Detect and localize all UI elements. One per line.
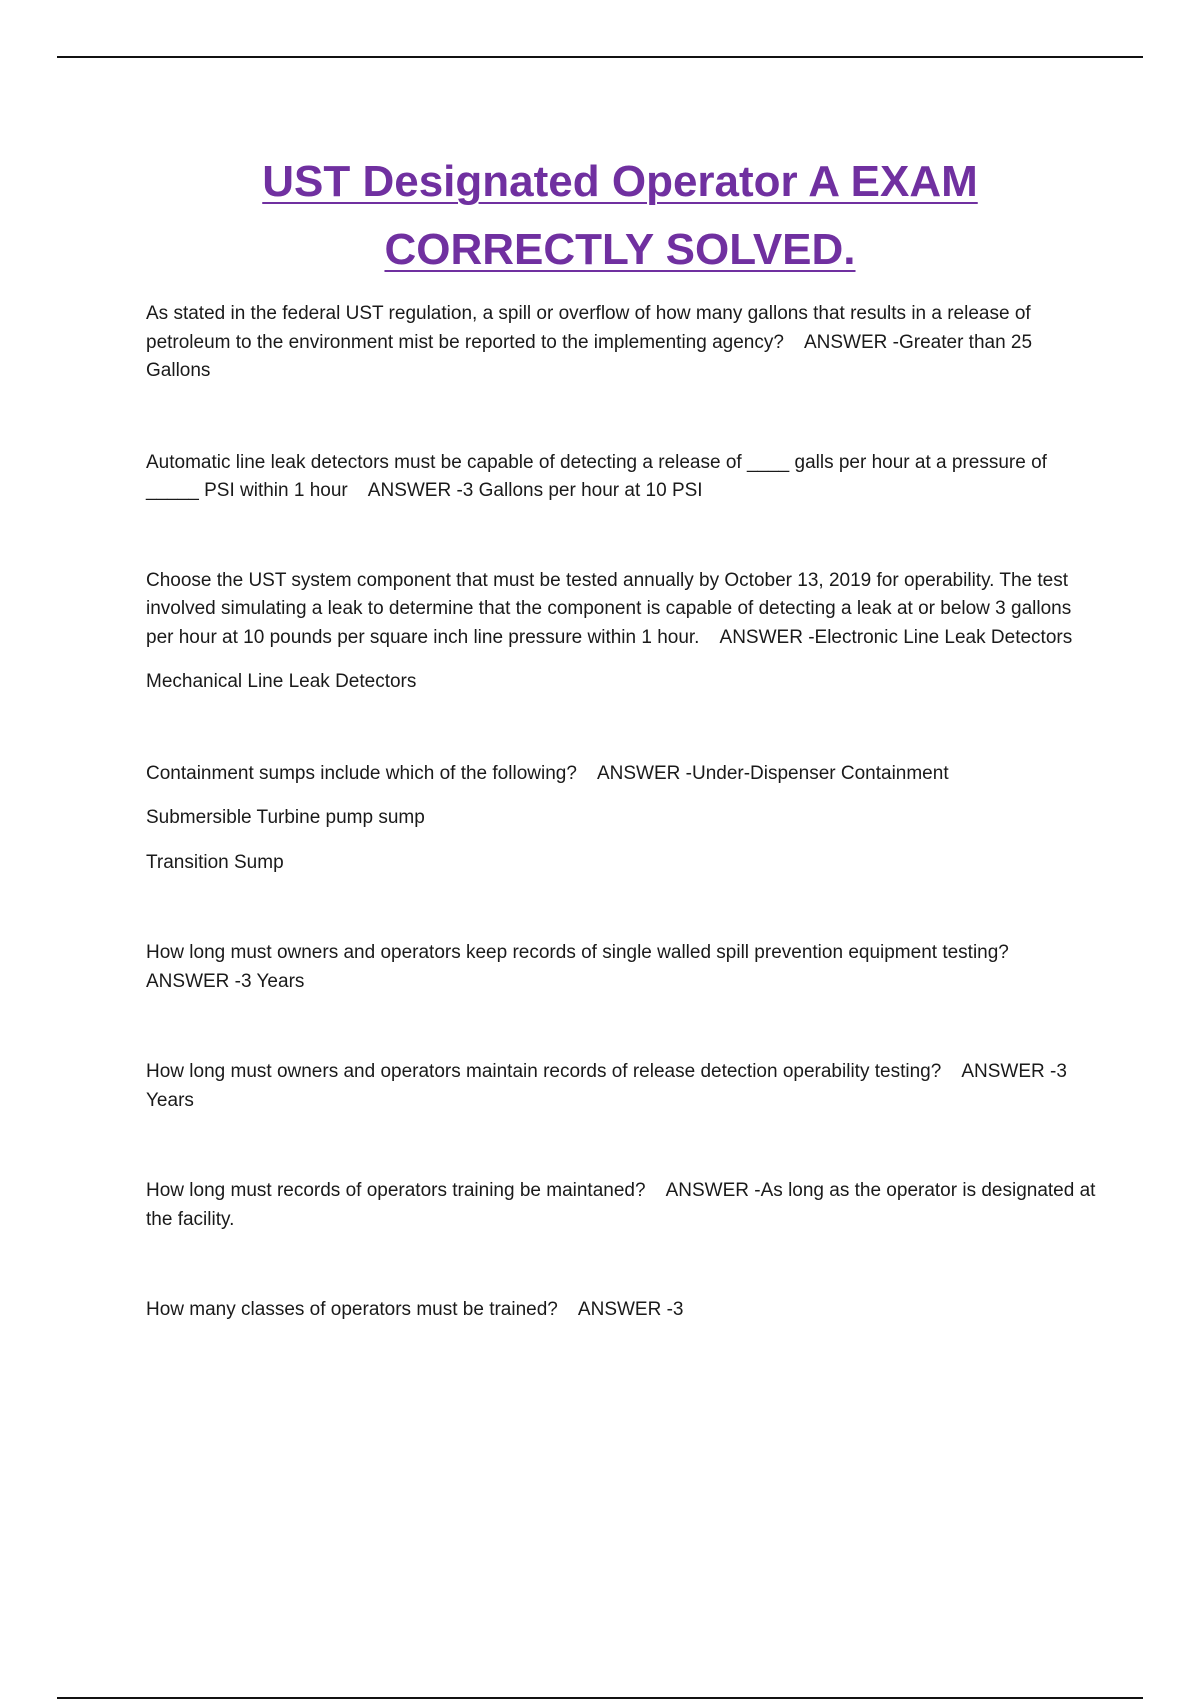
qa-item-8 [146, 1296, 1096, 1325]
title-line-1: UST Designated Operator A EXAM [262, 157, 978, 206]
qa-text: How long must owners and operators maintain records of release detection operability testing? ANSWER -3 Years [146, 1061, 1067, 1111]
qa-text: Containment sumps include which of the following? ANSWER -Under-Dispenser Containment [146, 762, 949, 784]
qa-item-6 [146, 1058, 1096, 1115]
header-rule [57, 56, 1143, 58]
qa-extra-answer: Submersible Turbine pump sump [146, 807, 425, 828]
qa-text: As stated in the federal UST regulation, a spill or overflow of how many gallons that results in a release of petroleum to the environment mist be reported to the implementing agency? ANSWER -Greater than 25 Gallons [146, 303, 1033, 381]
footer-rule [57, 1697, 1143, 1699]
document-title [140, 148, 1100, 284]
qa-item-7 [146, 1177, 1096, 1234]
qa-item-4 [146, 760, 1096, 878]
qa-item-3 [146, 567, 1096, 697]
qa-text: How long must owners and operators keep records of single walled spill prevention equipment testing? ANSWER -3 Years [146, 942, 1025, 992]
title-line-2: CORRECTLY SOLVED. [384, 225, 856, 274]
qa-item-5 [146, 939, 1096, 996]
qa-item-1 [146, 300, 1096, 386]
qa-text: How many classes of operators must be trained? ANSWER -3 [146, 1299, 684, 1320]
qa-extra-answer: Mechanical Line Leak Detectors [146, 671, 417, 692]
qa-text: Automatic line leak detectors must be capable of detecting a release of ____ galls per hour at a pressure of _____ PSI within 1 hour ANSWER -3 Gallons per hour at 10 PSI [146, 451, 1047, 501]
qa-list [146, 300, 1096, 1325]
qa-text: How long must records of operators training be maintaned? ANSWER -As long as the operator is designated at the facility. [146, 1180, 1096, 1230]
qa-item-2 [146, 449, 1096, 506]
qa-text: Choose the UST system component that must be tested annually by October 13, 2019 for operability. The test involved simulating a leak to determine that the component is capable of detecting a leak at or below 3 gallons per hour at 10 pounds per square inch line pressure within 1 hour. ANSWER -Electronic Line Leak Detectors [146, 569, 1073, 648]
qa-extra-answer: Transition Sump [146, 851, 284, 873]
